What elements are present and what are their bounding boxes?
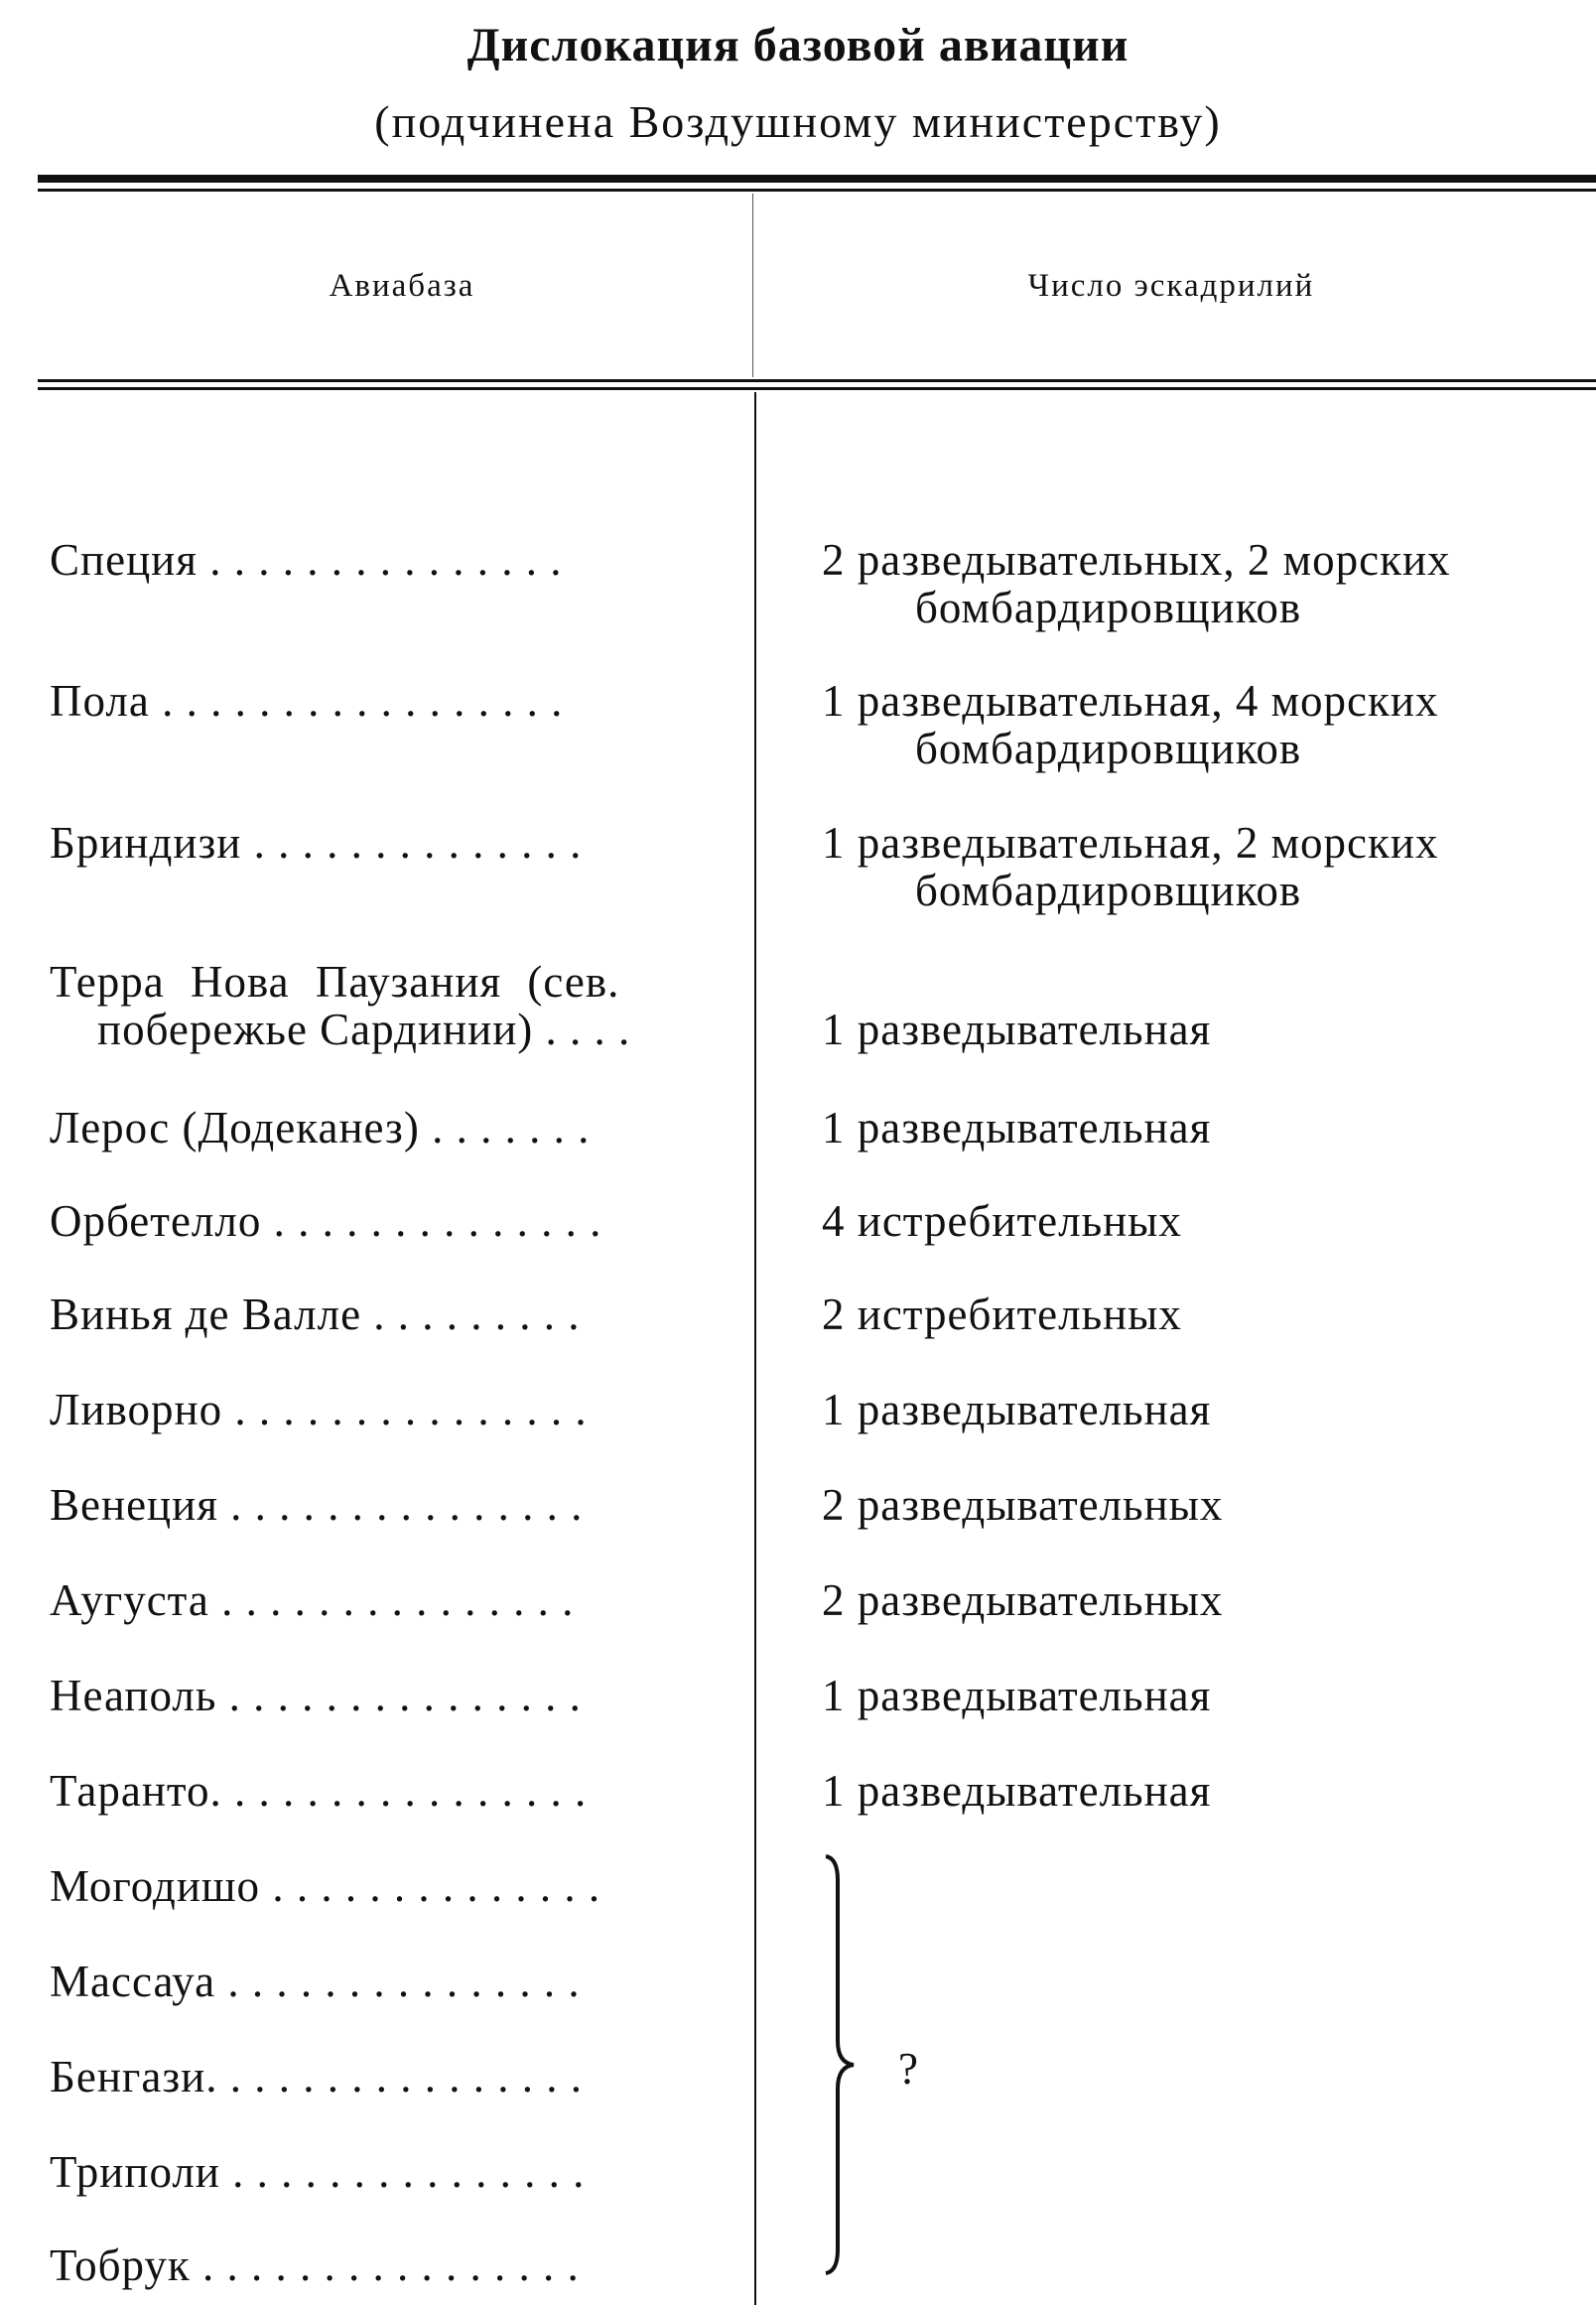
row-base: Терра Нова Паузания (сев. побережье Сардинии) . . . . <box>50 957 631 1054</box>
row-value: 1 разведывательная <box>822 1671 1212 1720</box>
row-base: Венеция . . . . . . . . . . . . . . . <box>50 1480 584 1530</box>
row-base: Тобрук . . . . . . . . . . . . . . . . <box>50 2240 580 2290</box>
row-base: Ливорно . . . . . . . . . . . . . . . <box>50 1385 588 1434</box>
row-base: Аугуста . . . . . . . . . . . . . . . <box>50 1575 575 1625</box>
row-base: Лерос (Додеканез) . . . . . . . <box>50 1103 591 1152</box>
column-header-base: Авиабаза <box>329 268 475 304</box>
row-value: 1 разведывательная <box>822 1766 1212 1816</box>
row-base: Бриндизи . . . . . . . . . . . . . . <box>50 818 583 868</box>
row-base: Таранто. . . . . . . . . . . . . . . . <box>50 1766 588 1816</box>
page-subtitle: (подчинена Воздушному министерству) <box>374 96 1222 147</box>
grouping-brace <box>816 1846 865 2283</box>
row-base: Орбетелло . . . . . . . . . . . . . . <box>50 1196 602 1246</box>
row-value: 2 разведывательных <box>822 1575 1224 1625</box>
row-value: 1 разведывательная, 2 морских бомбардировщиков <box>822 818 1439 915</box>
row-value: 1 разведывательная <box>822 1385 1212 1434</box>
row-base: Могодишо . . . . . . . . . . . . . . <box>50 1861 601 1911</box>
row-base: Специя . . . . . . . . . . . . . . . <box>50 535 563 585</box>
row-base: Неаполь . . . . . . . . . . . . . . . <box>50 1671 582 1720</box>
row-base: Пола . . . . . . . . . . . . . . . . . <box>50 676 564 726</box>
header-bottom-rule-2 <box>38 387 1596 390</box>
column-header-squadrons: Число эскадрилий <box>1027 268 1315 304</box>
row-base: Триполи . . . . . . . . . . . . . . . <box>50 2147 586 2197</box>
page-title: Дислокация базовой авиации <box>466 19 1130 71</box>
row-value: 2 истребительных <box>822 1289 1182 1339</box>
row-value: 1 разведывательная <box>822 1005 1212 1054</box>
grouped-value: ? <box>898 2044 918 2094</box>
table-top-rule-thick <box>38 175 1596 183</box>
row-value: 2 разведывательных <box>822 1480 1224 1530</box>
body-column-divider <box>754 392 756 2305</box>
row-base: Массауа . . . . . . . . . . . . . . . <box>50 1957 581 2006</box>
row-value: 2 разведывательных, 2 морских бомбардировщиков <box>822 535 1451 632</box>
row-base: Винья де Валле . . . . . . . . . <box>50 1289 581 1339</box>
row-value: 1 разведывательная <box>822 1103 1212 1152</box>
row-base: Бенгази. . . . . . . . . . . . . . . . <box>50 2052 583 2102</box>
table-top-rule-thin <box>38 189 1596 192</box>
row-value: 4 истребительных <box>822 1196 1182 1246</box>
row-value: 1 разведывательная, 4 морских бомбардировщиков <box>822 676 1439 773</box>
header-bottom-rule-1 <box>38 379 1596 382</box>
